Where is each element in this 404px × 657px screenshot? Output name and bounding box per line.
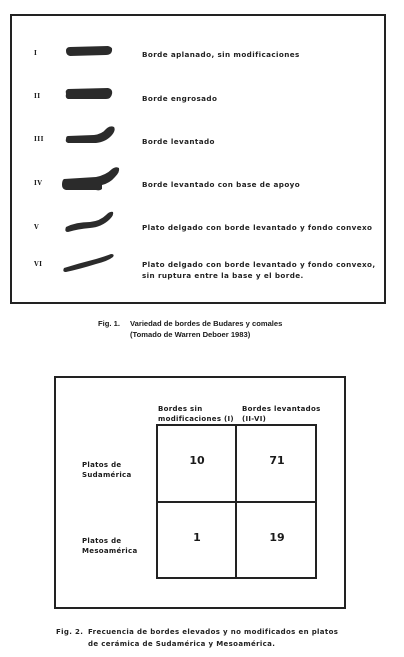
- row-header-line: Mesoamérica: [82, 547, 138, 555]
- table-rule: [156, 424, 158, 579]
- rim-type-numeral: I: [34, 50, 38, 57]
- thin-plate-continuous-profile: [56, 252, 118, 274]
- raised-rim-profile: [56, 124, 118, 146]
- row-header-line: Platos de: [82, 461, 122, 469]
- rim-type-description: [142, 222, 372, 233]
- figure-1-label: Fig. 1.: [98, 319, 120, 328]
- rim-type-numeral: VI: [34, 261, 43, 268]
- rim-type-numeral: IV: [34, 180, 43, 187]
- thin-plate-convex-profile: [56, 208, 118, 234]
- rim-type-description: [142, 259, 375, 281]
- column-header-raised: [242, 404, 321, 424]
- table-rule: [235, 424, 237, 579]
- rim-type-description-line: sin ruptura entre la base y el borde.: [142, 271, 304, 280]
- frequency-table: [156, 424, 317, 579]
- figure-2-caption: [56, 626, 338, 650]
- column-header-line: (II-VI): [242, 415, 267, 423]
- rim-type-description-line: Borde levantado con base de apoyo: [142, 180, 301, 189]
- rim-type-numeral: III: [34, 136, 44, 143]
- rim-type-description-line: Plato delgado con borde levantado y fondo convexo,: [142, 260, 376, 269]
- rim-type-description: [142, 179, 300, 190]
- thickened-rim-profile: [56, 86, 116, 102]
- figure-1-caption-line: Variedad de bordes de Budares y comales: [130, 319, 283, 328]
- figure-2-frame: [54, 376, 346, 609]
- figure-1-caption: [98, 318, 282, 340]
- column-header-line: Bordes sin: [158, 405, 203, 413]
- table-cell: 10: [189, 454, 205, 467]
- rim-type-description: [142, 136, 215, 147]
- row-header-mesoamerica: [82, 536, 137, 556]
- figure-1-frame: [10, 14, 386, 304]
- rim-type-numeral: II: [34, 93, 41, 100]
- figure-1-caption-line: (Tomado de Warren Deboer 1983): [130, 330, 251, 339]
- rim-type-description: [142, 93, 217, 104]
- rim-type-numeral: V: [34, 224, 40, 231]
- column-header-unmodified: [158, 404, 234, 424]
- column-header-line: modificaciones (I): [158, 415, 234, 423]
- rim-type-description-line: Plato delgado con borde levantado y fondo convexo: [142, 223, 373, 232]
- table-cell: 1: [193, 531, 201, 544]
- flat-rim-profile: [56, 44, 116, 58]
- table-cell: 71: [269, 454, 285, 467]
- rim-type-description: [142, 49, 300, 60]
- raised-rim-base-profile: [56, 165, 122, 193]
- row-header-line: Sudamérica: [82, 471, 132, 479]
- table-rule: [315, 424, 317, 579]
- figure-2-caption-line: Frecuencia de bordes elevados y no modificados en platos: [88, 628, 339, 636]
- rim-type-description-line: Borde engrosado: [142, 94, 218, 103]
- figure-2-caption-line: de cerámica de Sudamérica y Mesoamérica.: [88, 640, 276, 648]
- rim-type-description-line: Borde aplanado, sin modificaciones: [142, 50, 300, 59]
- table-cell: 19: [269, 531, 285, 544]
- column-header-line: Bordes levantados: [242, 405, 321, 413]
- row-header-line: Platos de: [82, 537, 122, 545]
- rim-type-description-line: Borde levantado: [142, 137, 215, 146]
- row-header-south-america: [82, 460, 132, 480]
- figure-2-label: Fig. 2.: [56, 628, 84, 636]
